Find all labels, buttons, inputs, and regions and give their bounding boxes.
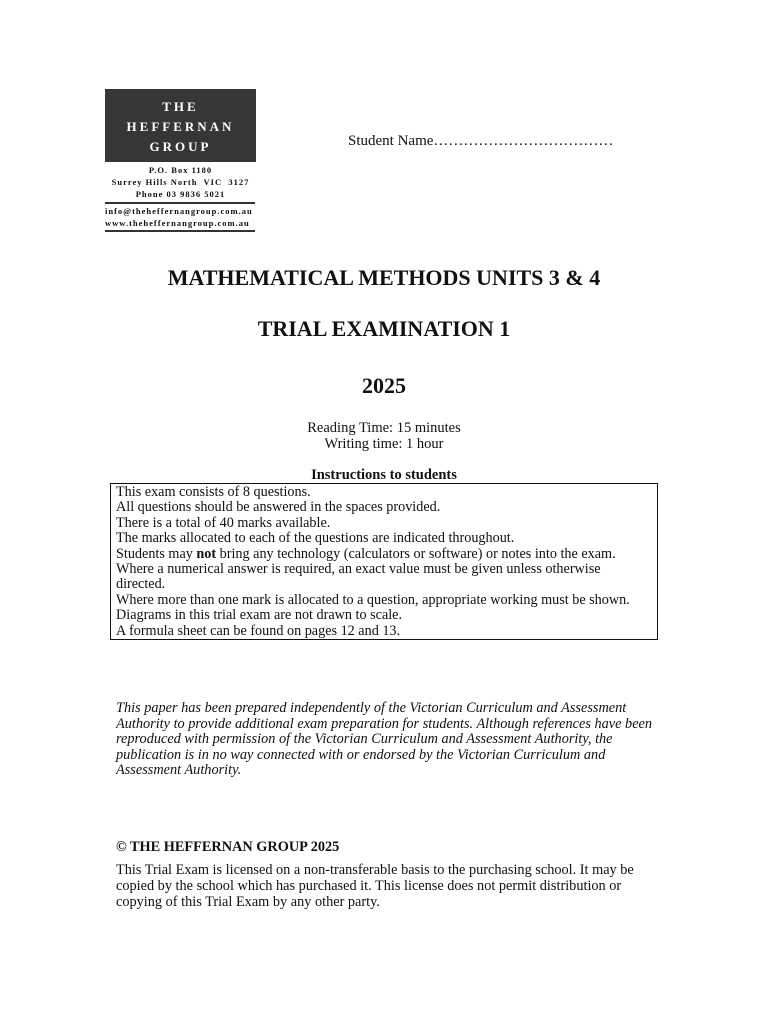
student-name-field: Student Name………………………………: [348, 133, 614, 149]
instructions-box: [110, 483, 658, 640]
disclaimer: This paper has been prepared independently of the Victorian Curriculum and Assessment Authority to provide additional exam preparation for students. Although references have been reproduced with permission of the Victorian Curriculum and Assessment Authority, the publication is in no way connected with or endorsed by the Victorian Curriculum and Assessment Authority.: [116, 700, 653, 779]
logo-line-the: THE: [162, 99, 199, 114]
publisher-address: [105, 164, 256, 200]
copyright-notice: © THE HEFFERNAN GROUP 2025: [116, 839, 340, 855]
instruction-emphasis: not: [196, 545, 217, 562]
instruction-item: Diagrams in this trial exam are not drawn to scale.: [116, 607, 403, 624]
logo-line-group: GROUP: [149, 139, 212, 154]
instruction-item: Where a numerical answer is required, an exact value must be given unless otherwise directed.: [116, 561, 601, 593]
instruction-text: Students may: [116, 545, 197, 562]
instruction-item: The marks allocated to each of the questions are indicated throughout.: [116, 530, 515, 547]
phone: Phone 03 9836 5021: [135, 189, 226, 199]
subject-title: MATHEMATICAL METHODS UNITS 3 & 4: [167, 265, 601, 290]
publisher-contact: [105, 202, 255, 232]
exam-title: TRIAL EXAMINATION 1: [257, 316, 511, 341]
suburb: Surrey Hills North VIC 3127: [111, 177, 250, 187]
writing-time: Writing time: 1 hour: [324, 436, 444, 452]
email: info@theheffernangroup.com.au: [105, 206, 253, 216]
website: www.theheffernangroup.com.au: [105, 218, 250, 228]
license-text: This Trial Exam is licensed on a non-transferable basis to the purchasing school. It may be copied by the school which has purchased it. This license does not permit distribution or copying of this Trial Exam by any other party.: [116, 862, 634, 910]
instructions-heading: Instructions to students: [311, 467, 457, 483]
instruction-item: A formula sheet can be found on pages 12 and 13.: [116, 622, 401, 639]
reading-time: Reading Time: 15 minutes: [307, 420, 461, 436]
logo: [105, 89, 256, 162]
instruction-item: There is a total of 40 marks available.: [116, 514, 331, 531]
logo-line-heffernan: HEFFERNAN: [126, 119, 235, 134]
instruction-item: Where more than one mark is allocated to a question, appropriate working must be shown.: [116, 591, 630, 608]
instruction-item: [116, 547, 652, 562]
instruction-text: bring any technology (calculators or software) or notes into the exam.: [216, 545, 616, 562]
exam-year: 2025: [362, 373, 406, 398]
instruction-item: This exam consists of 8 questions.: [116, 484, 311, 500]
instruction-item: All questions should be answered in the spaces provided.: [116, 499, 441, 516]
po-box: P.O. Box 1180: [148, 165, 213, 175]
